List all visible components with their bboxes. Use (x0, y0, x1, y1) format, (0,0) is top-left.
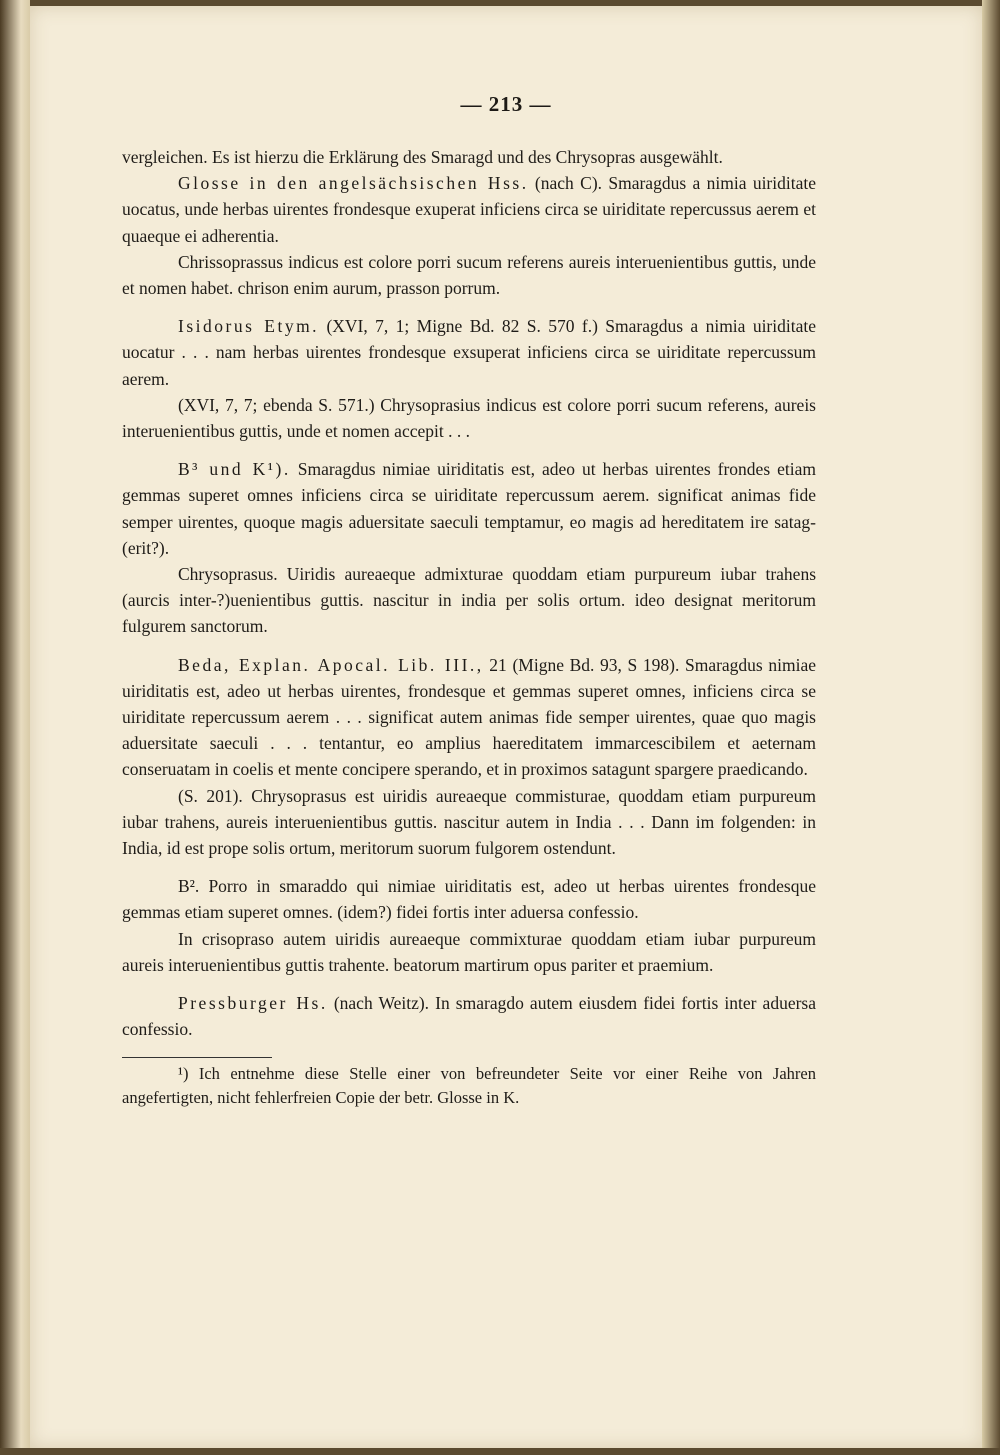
paragraph-text: vergleichen. Es ist hierzu die Erklärung des Smaragd und des Chrysopras ausgewählt. (122, 147, 723, 167)
paragraph-text: 21 (Migne Bd. 93, S 198). Smaragdus nimiae uiriditatis est, adeo ut herbas uirentes, frondesque et gemmas superet omnes, inficiens circa se uiriditate repercussum aerem . . . significat autem animas fide semper uirentes, quae quo magis aduersitate saeculi . . . tentantur, eo amplius haereditatem immarcescibilem et aeternam conseruatam in coelis et mente concipere sperando, et in proximos satagunt spargere praedicando. (122, 654, 816, 780)
paragraph-p8 (122, 652, 816, 783)
paragraph-text: Chrissoprassus indicus est colore porri sucum referens aureis interuenientibus guttis, unde et nomen habet. chrison enim aurum, prasson porrum. (122, 251, 816, 299)
paragraph-p5 (122, 392, 816, 444)
paragraph-text: In crisopraso autem uiridis aureaeque commixturae quoddam etiam iubar purpureum aureis interuenientibus guttis trahente. beatorum martirum opus pariter et praemium. (122, 928, 816, 975)
paragraph-p7 (122, 561, 816, 640)
paragraph-p10 (122, 873, 816, 925)
paragraph-p3 (122, 249, 816, 301)
paragraph-gap (122, 301, 816, 313)
book-right-edge (982, 0, 1000, 1455)
paragraph-gap (122, 444, 816, 456)
source-heading: B³ und K¹). (178, 459, 291, 480)
adjacent-page-strip (0, 0, 30, 1455)
paragraph-text: (nach Weitz). In smaragdo autem eiusdem fidei fortis inter aduersa confessio. (122, 993, 816, 1040)
paragraph-text: (S. 201). Chrysoprasus est uiridis aureaeque commisturae, quoddam etiam purpureum iubar trahens, aureis interuenientibus guttis. nascitur autem in India . . . Dann im folgenden: in India, id est prope solis ortum, meritorum suorum fulgorem ostendunt. (122, 785, 816, 859)
paragraph-gap (122, 978, 816, 990)
paragraph-p11 (122, 926, 816, 978)
paragraph-p4 (122, 313, 816, 392)
paragraph-text: (XVI, 7, 7; ebenda S. 571.) Chrysoprasius indicus est colore porri sucum referens, aureis interuenientibus guttis, unde et nomen accepit . . . (122, 394, 816, 442)
paragraph-gap (122, 861, 816, 873)
paragraph-text: Chrysoprasus. Uiridis aureaeque admixturae quoddam etiam purpureum iubar trahens (aurcis inter-?)uenientibus guttis. nascitur in india per solis ortum. ideo designat meritorum fulgurem sanctorum. (122, 564, 816, 637)
source-heading: Isidorus Etym. (178, 316, 320, 337)
paragraph-text: (nach C). Smaragdus a nimia uiriditate uocatus, unde herbas uirentes frondesque exuperat inficiens circa se uiriditate repercussus aerem et quaeque ei adherentia. (122, 173, 816, 246)
source-heading: Pressburger Hs. (178, 993, 328, 1014)
paragraph-p9 (122, 783, 816, 862)
paragraph-text: (XVI, 7, 1; Migne Bd. 82 S. 570 f.) Smaragdus a nimia uiriditate uocatur . . . nam herbas uirentes frondesque exsuperat inficiens circa se uiriditate repercussum aerem. (122, 316, 816, 389)
book-page (30, 6, 982, 1448)
paragraph-p6 (122, 456, 816, 561)
book-bottom-edge (0, 1448, 1000, 1455)
footnote-rule (122, 1057, 272, 1058)
paragraph-p1 (122, 144, 816, 170)
paragraph-text: B². Porro in smaraddo qui nimiae uiriditatis est, adeo ut herbas uirentes frondesque gemmas etiam superet omnes. (idem?) fidei fortis inter aduersa confessio. (122, 876, 816, 923)
source-heading: Beda, Explan. Apocal. Lib. III., (178, 654, 484, 675)
paragraph-p12 (122, 990, 816, 1042)
source-heading: Glosse in den angelsächsischen Hss. (178, 173, 529, 194)
paragraph-gap (122, 640, 816, 652)
paragraph-p2 (122, 170, 816, 249)
paragraph-text: Smaragdus nimiae uiriditatis est, adeo ut herbas uirentes frondes etiam gemmas superet omnes inficiens circa se uiriditate repercussum aerem. significat animas fide semper uirentes, quoque magis aduersitate saeculi temptamur, eo magis ad hereditatem ire satag-(erit?). (122, 459, 816, 558)
body-text (122, 144, 816, 1110)
footnote: ¹) Ich entnehme diese Stelle einer von befreundeter Seite vor einer Reihe von Jahren angefertigten, nicht fehlerfreien Copie der betr. Glosse in K. (122, 1063, 816, 1107)
page-number: — 213 — (460, 92, 552, 116)
